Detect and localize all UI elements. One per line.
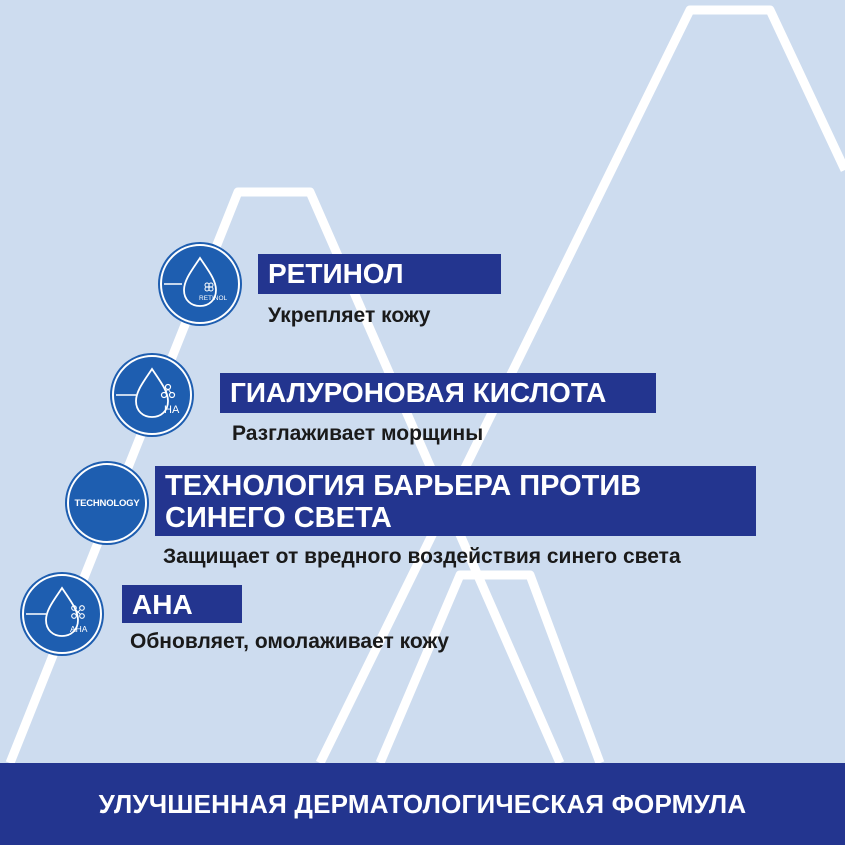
- technology-badge: [67, 463, 147, 543]
- aha-title: АНА: [132, 589, 193, 620]
- footer-banner: [0, 763, 845, 845]
- hyaluronic-badge: [112, 355, 192, 435]
- hyaluronic-badge-label: HA: [164, 404, 180, 416]
- aha-subtitle: Обновляет, омолаживает кожу: [130, 630, 449, 653]
- blue-light-title-box: [155, 466, 756, 536]
- blue-light-subtitle: Защищает от вредного воздействия синего света: [163, 545, 681, 568]
- footer-text: УЛУЧШЕННАЯ ДЕРМАТОЛОГИЧЕСКАЯ ФОРМУЛА: [98, 788, 747, 819]
- aha-drop-icon: [24, 576, 100, 652]
- aha-badge-label: AHA: [70, 624, 88, 634]
- retinol-badge: [160, 244, 240, 324]
- hyaluronic-subtitle: Разглаживает морщины: [232, 422, 484, 445]
- technology-badge-label: TECHNOLOGY: [74, 497, 140, 509]
- hyaluronic-title: ГИАЛУРОНОВАЯ КИСЛОТА: [230, 377, 607, 408]
- hyaluronic-title-box: [220, 373, 656, 413]
- hyaluronic-drop-icon: [114, 357, 190, 433]
- retinol-title-box: [258, 254, 501, 294]
- retinol-badge-label: RETINOL: [199, 295, 228, 302]
- aha-title-box: [122, 585, 242, 623]
- blue-light-title-line1: ТЕХНОЛОГИЯ БАРЬЕРА ПРОТИВ: [165, 470, 642, 502]
- retinol-drop-icon: [162, 246, 238, 322]
- retinol-title: РЕТИНОЛ: [268, 258, 404, 289]
- retinol-subtitle: Укрепляет кожу: [268, 304, 431, 327]
- aha-badge: [22, 574, 102, 654]
- blue-light-title-line2: СИНЕГО СВЕТА: [165, 502, 392, 534]
